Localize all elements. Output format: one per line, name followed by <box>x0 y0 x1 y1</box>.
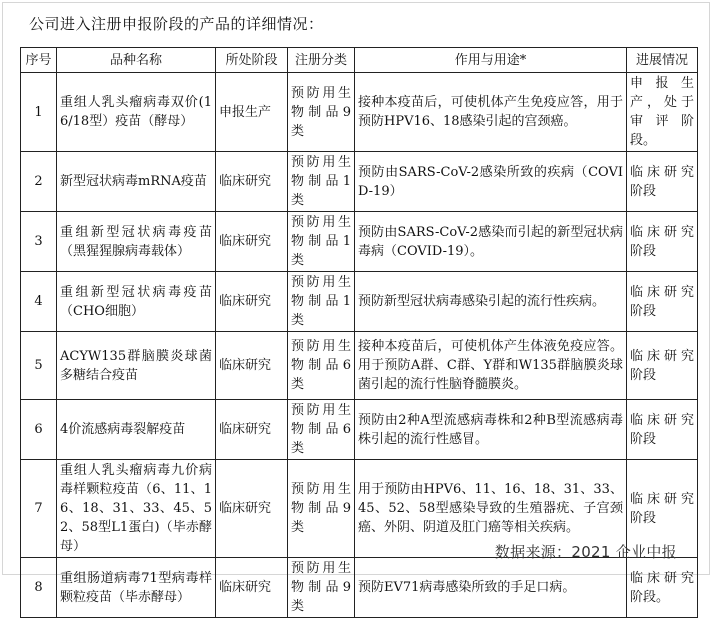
header-progress: 进展情况 <box>627 48 698 73</box>
cell-progress: 临床研究阶段。 <box>627 558 698 618</box>
table-row <box>21 212 698 272</box>
table-row <box>21 73 698 152</box>
cell-category: 预防用生物制品1类 <box>288 272 355 332</box>
cell-no: 4 <box>21 272 57 332</box>
cell-usage: 接种本疫苗后，可使机体产生免疫应答，用于预防HPV16、18感染引起的宫颈癌。 <box>355 73 627 152</box>
cell-category: 预防用生物制品1类 <box>288 212 355 272</box>
cell-progress: 临床研究阶段 <box>627 272 698 332</box>
table-row <box>21 152 698 212</box>
cell-category: 预防用生物制品6类 <box>288 400 355 460</box>
header-row <box>21 48 698 73</box>
document-frame <box>2 2 710 614</box>
table-row <box>21 400 698 460</box>
cell-no: 8 <box>21 558 57 618</box>
cell-name: 新型冠状病毒mRNA疫苗 <box>57 152 216 212</box>
cell-stage: 临床研究 <box>216 460 288 558</box>
cell-no: 6 <box>21 400 57 460</box>
cell-stage: 临床研究 <box>216 400 288 460</box>
cell-category: 预防用生物制品9类 <box>288 460 355 558</box>
product-table <box>20 47 698 618</box>
header-name: 品种名称 <box>57 48 216 73</box>
header-usage: 作用与用途* <box>355 48 627 73</box>
cell-usage: 用于预防由HPV6、11、16、18、31、33、45、52、58型感染导致的生殖器疣、子宫颈癌、外阴、阴道及肛门癌等相关疾病。 <box>355 460 627 558</box>
cell-stage: 临床研究 <box>216 558 288 618</box>
cell-no: 1 <box>21 73 57 152</box>
table-row <box>21 332 698 400</box>
cell-no: 5 <box>21 332 57 400</box>
cell-name: 重组人乳头瘤病毒九价病毒样颗粒疫苗（6、11、16、18、31、33、45、52、58型L1蛋白)（毕赤酵母） <box>57 460 216 558</box>
cell-stage: 申报生产 <box>216 73 288 152</box>
cell-category: 预防用生物制品6类 <box>288 332 355 400</box>
cell-usage: 预防EV71病毒感染所致的手足口病。 <box>355 558 627 618</box>
cell-usage: 预防新型冠状病毒感染引起的流行性疾病。 <box>355 272 627 332</box>
cell-progress: 申报生产，处于审评阶段。 <box>627 73 698 152</box>
cell-usage: 接种本疫苗后，可使机体产生体液免疫应答。用于预防A群、C群、Y群和W135群脑膜炎球菌引起的流行性脑脊髓膜炎。 <box>355 332 627 400</box>
header-stage: 所处阶段 <box>216 48 288 73</box>
cell-no: 3 <box>21 212 57 272</box>
cell-name: 4价流感病毒裂解疫苗 <box>57 400 216 460</box>
cell-usage: 预防由2种A型流感病毒株和2种B型流感病毒株引起的流行性感冒。 <box>355 400 627 460</box>
cell-progress: 临床研究阶段 <box>627 332 698 400</box>
cell-stage: 临床研究 <box>216 332 288 400</box>
cell-no: 7 <box>21 460 57 558</box>
cell-stage: 临床研究 <box>216 272 288 332</box>
cell-progress: 临床研究阶段 <box>627 400 698 460</box>
table-row <box>21 558 698 618</box>
cell-name: 重组人乳头瘤病毒双价(16/18型）疫苗（酵母） <box>57 73 216 152</box>
table-row <box>21 272 698 332</box>
cell-usage: 预防由SARS-CoV-2感染而引起的新型冠状病毒病（COVID-19）。 <box>355 212 627 272</box>
cell-category: 预防用生物制品9类 <box>288 73 355 152</box>
cell-name: 重组肠道病毒71型病毒样颗粒疫苗（毕赤酵母） <box>57 558 216 618</box>
cell-name: 重组新型冠状病毒疫苗（CHO细胞） <box>57 272 216 332</box>
cell-usage: 预防由SARS-CoV-2感染所致的疾病（COVID-19） <box>355 152 627 212</box>
cell-progress: 临床研究阶段 <box>627 460 698 558</box>
cell-stage: 临床研究 <box>216 212 288 272</box>
header-no: 序号 <box>21 48 57 73</box>
cell-progress: 临床研究阶段 <box>627 212 698 272</box>
cell-name: ACYW135群脑膜炎球菌多糖结合疫苗 <box>57 332 216 400</box>
table-caption: 公司进入注册申报阶段的产品的详细情况： <box>29 15 324 33</box>
cell-category: 预防用生物制品1类 <box>288 152 355 212</box>
cell-stage: 临床研究 <box>216 152 288 212</box>
cell-category: 预防用生物制品9类 <box>288 558 355 618</box>
cell-progress: 临床研究阶段 <box>627 152 698 212</box>
cell-name: 重组新型冠状病毒疫苗（黑猩猩腺病毒载体） <box>57 212 216 272</box>
cell-no: 2 <box>21 152 57 212</box>
header-category: 注册分类 <box>288 48 355 73</box>
data-source-note: 数据来源：2021 企业中报 <box>494 543 677 561</box>
